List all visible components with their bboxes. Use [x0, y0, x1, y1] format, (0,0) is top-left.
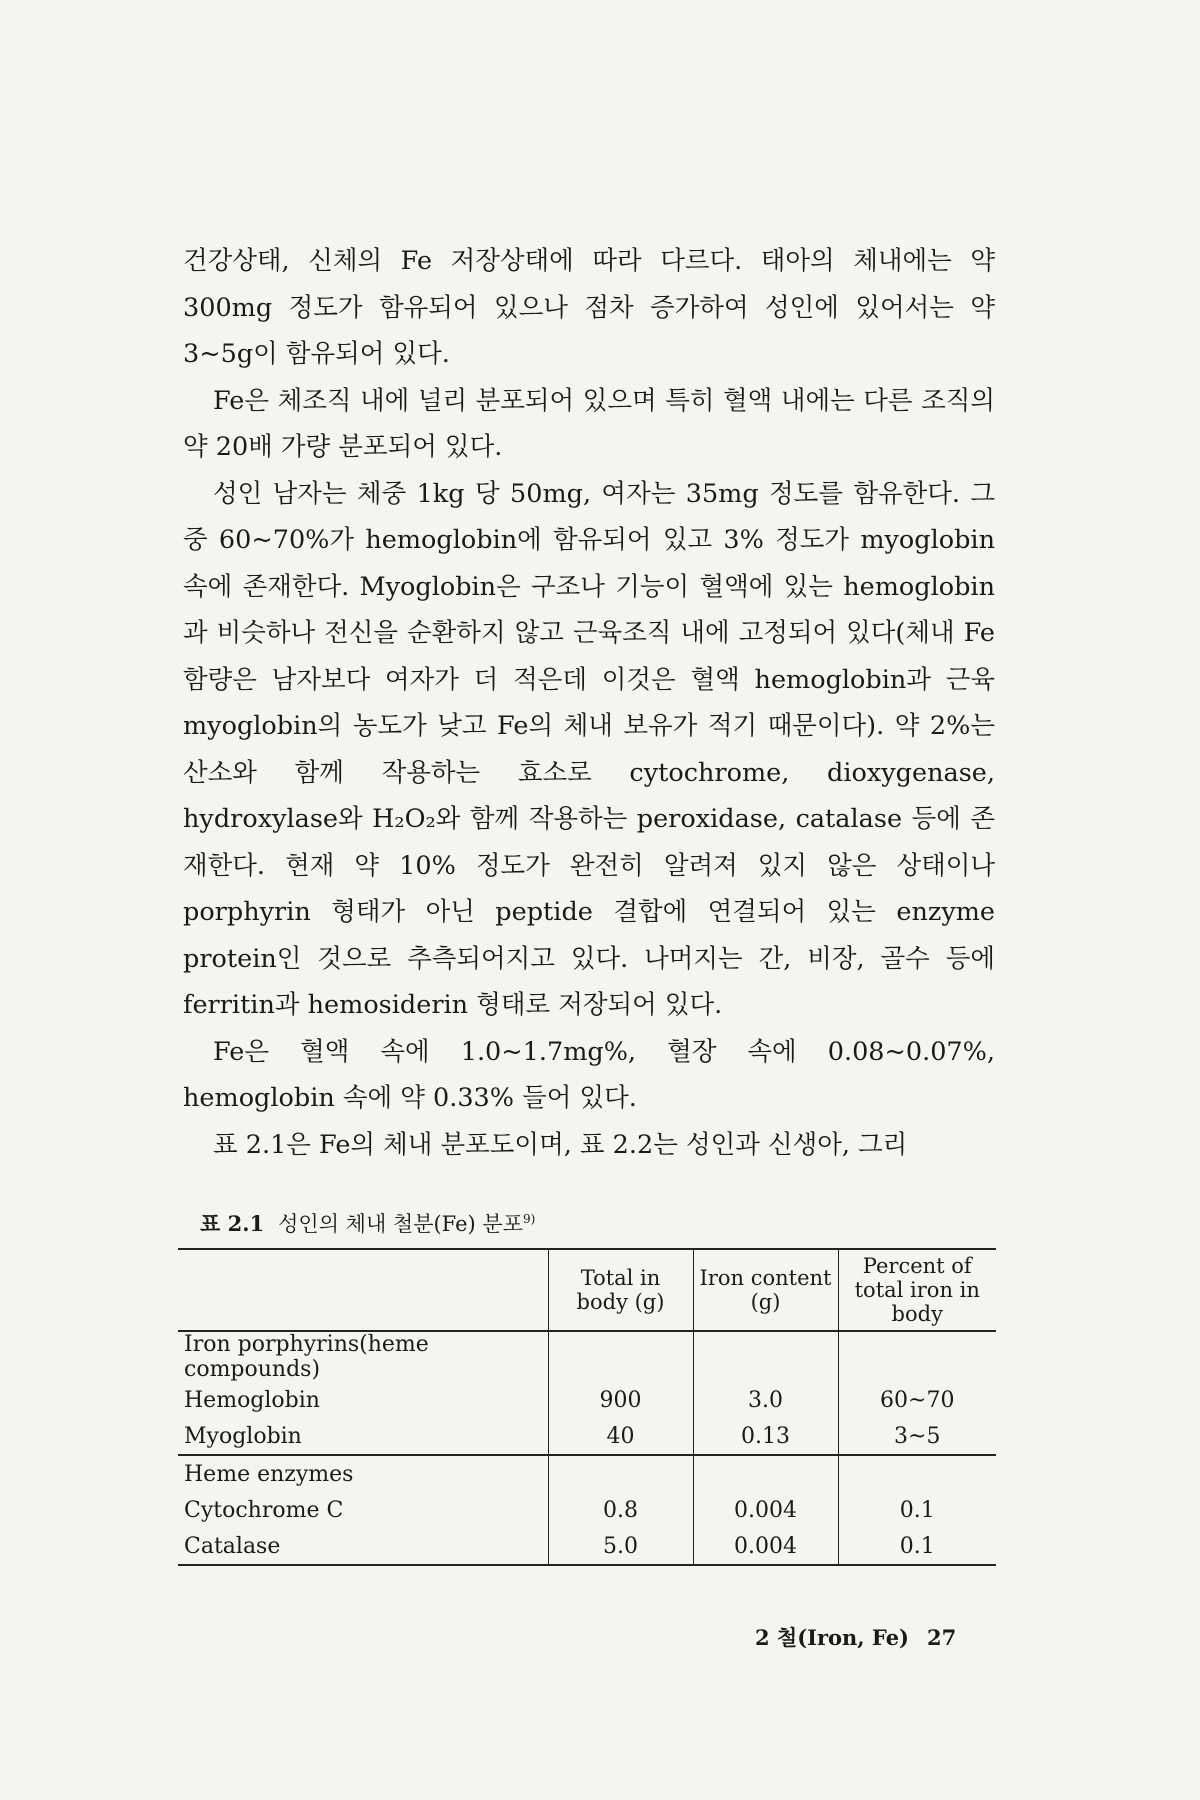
page-number: 27 — [927, 1625, 957, 1650]
table-header-row — [178, 1249, 996, 1331]
body-text — [183, 238, 995, 1168]
row-label: Catalase — [178, 1528, 548, 1565]
cell-total: 0.8 — [548, 1492, 693, 1528]
group-title: Heme enzymes — [184, 1461, 354, 1487]
paragraph: 성인 남자는 체중 1kg 당 50mg, 여자는 35mg 정도를 함유한다. 그 중 60~70%가 hemoglobin에 함유되어 있고 3% 정도가 myoglobin 속에 존재한다. Myoglobin은 구조나 기능이 혈액에 있는 hemoglobin과 비슷하나 전신을 순환하지 않고 근육조직 내에 고정되어 있다(체내 Fe 함량은 남자보다 여자가 더 적은데 이것은 혈액 hemoglobin과 근육 myoglobin의 농도가 낮고 Fe의 체내 보유가 적기 때문이다). 약 2%는 산소와 함께 작용하는 효소로 cytochrome, dioxygenase, hydroxylase와 H₂O₂와 함께 작용하는 peroxidase, catalase 등에 존재한다. 현재 약 10% 정도가 완전히 알려져 있지 않은 상태이나 porphyrin 형태가 아닌 peptide 결합에 연결되어 있는 enzyme protein인 것으로 추측되어지고 있다. 나머지는 간, 비장, 골수 등에 ferritin과 hemosiderin 형태로 저장되어 있다. — [183, 478, 995, 1020]
table-row — [178, 1492, 996, 1528]
header-cell — [178, 1249, 548, 1331]
table-caption — [200, 1208, 535, 1238]
running-footer-chapter: 2 철(Iron, Fe) — [755, 1625, 909, 1650]
cell-percent: 3~5 — [838, 1418, 996, 1455]
cell-iron: 0.004 — [693, 1528, 838, 1565]
table-number: 표 2.1 — [200, 1211, 265, 1236]
table-row — [178, 1418, 996, 1455]
cell-total: 900 — [548, 1382, 693, 1418]
cell-iron: 0.004 — [693, 1492, 838, 1528]
table-row — [178, 1382, 996, 1418]
table-reference: 9) — [522, 1212, 536, 1226]
group-header-row — [178, 1455, 996, 1492]
table-title: 성인의 체내 철분(Fe) 분포 — [278, 1212, 523, 1236]
cell-percent: 0.1 — [838, 1528, 996, 1565]
cell-percent: 0.1 — [838, 1492, 996, 1528]
row-label: Myoglobin — [178, 1418, 548, 1455]
paragraph: 표 2.1은 Fe의 체내 분포도이며, 표 2.2는 성인과 신생아, 그리 — [213, 1129, 908, 1160]
header-percent-total-iron: Percent of total iron in body — [838, 1249, 996, 1331]
paragraph: 건강상태, 신체의 Fe 저장상태에 따라 다르다. 태아의 체내에는 약 300mg 정도가 함유되어 있으나 점차 증가하여 성인에 있어서는 약 3~5g이 함유되어 있다. — [183, 246, 995, 369]
group-title: Iron porphyrins(heme compounds) — [184, 1332, 429, 1382]
cell-iron: 0.13 — [693, 1418, 838, 1455]
table-row — [178, 1528, 996, 1565]
cell-iron: 3.0 — [693, 1382, 838, 1418]
header-iron-content: Iron content (g) — [693, 1249, 838, 1331]
paragraph: Fe은 체조직 내에 널리 분포되어 있으며 특히 혈액 내에는 다른 조직의 약 20배 가량 분포되어 있다. — [183, 385, 995, 462]
paragraph: Fe은 혈액 속에 1.0~1.7mg%, 혈장 속에 0.08~0.07%, hemoglobin 속에 약 0.33% 들어 있다. — [183, 1036, 995, 1113]
group-header-row — [178, 1331, 996, 1382]
row-label: Hemoglobin — [184, 1387, 320, 1413]
iron-distribution-table — [178, 1248, 996, 1566]
cell-percent: 60~70 — [838, 1382, 996, 1418]
row-label: Cytochrome C — [184, 1497, 344, 1523]
cell-total: 5.0 — [548, 1528, 693, 1565]
header-total-in-body: Total in body (g) — [548, 1249, 693, 1331]
page-footer — [755, 1622, 956, 1652]
cell-total: 40 — [548, 1418, 693, 1455]
